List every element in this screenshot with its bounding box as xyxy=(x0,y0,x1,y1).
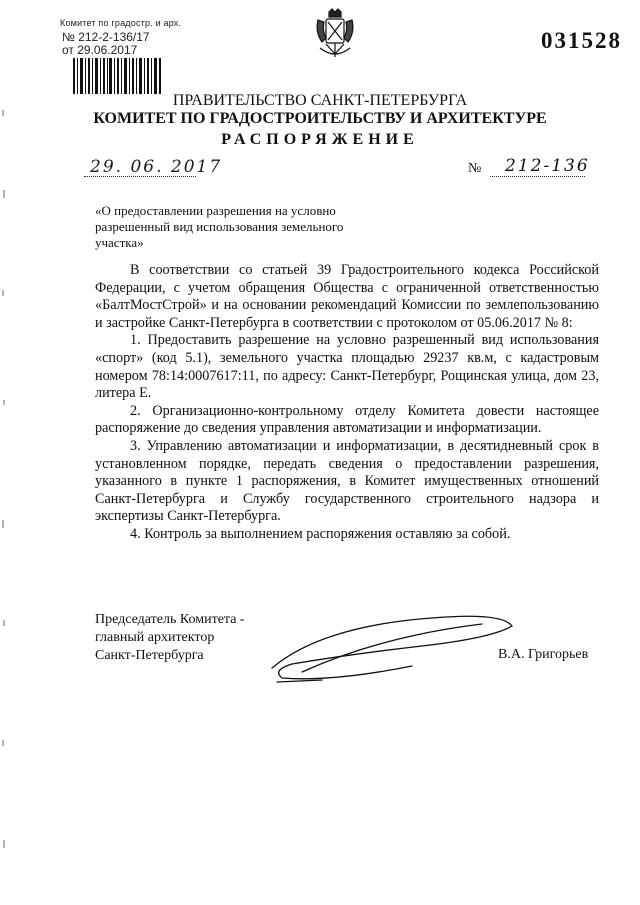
registration-stamp-header: Комитет по градостр. и арх. xyxy=(60,18,182,28)
barcode-icon xyxy=(73,58,163,94)
signatory-position-line: главный архитектор xyxy=(95,630,215,645)
st-petersburg-coat-of-arms-icon xyxy=(314,8,356,60)
handwritten-number: 212-136 xyxy=(505,156,590,176)
government-heading: ПРАВИТЕЛЬСТВО САНКТ-ПЕТЕРБУРГА xyxy=(172,92,468,109)
handwritten-signature xyxy=(262,606,527,686)
body-paragraph-item-4: 4. Контроль за выполнением распоряжения оставляю за собой. xyxy=(130,525,511,542)
scan-margin-marks xyxy=(0,100,12,880)
signatory-position xyxy=(95,611,245,665)
document-subject: «О предоставлении разрешения на условно разрешенный вид использования земельного участка» xyxy=(95,203,344,250)
number-label: № xyxy=(468,161,482,176)
document-title: РАСПОРЯЖЕНИЕ xyxy=(221,131,419,148)
signatory-position-line: Санкт-Петербурга xyxy=(95,648,204,663)
signatory-name: В.А. Григорьев xyxy=(498,647,589,662)
document-serial-number: 031528 xyxy=(541,28,622,53)
body-paragraph-item-1: 1. Предоставить разрешение на условно разрешенный вид использования «спорт» (код 5.1), земельного участка площадью 29237 кв.м, с кадастровым номером 78:14:0007617:11, по адресу: Санкт-Петербург, Рощинская улица, дом 23, литера Е. xyxy=(95,332,599,402)
body-paragraph-item-2: 2. Организационно-контрольному отделу Комитета довести настоящее распоряжение до сведения управления автоматизации и информатизации. xyxy=(95,402,599,437)
committee-heading: КОМИТЕТ ПО ГРАДОСТРОИТЕЛЬСТВУ И АРХИТЕКТУРЕ xyxy=(93,110,547,127)
number-underline xyxy=(490,176,585,177)
handwritten-date: 29. 06. 2017 xyxy=(90,157,223,177)
date-underline xyxy=(84,176,196,177)
signatory-position-line: Председатель Комитета - xyxy=(95,612,245,627)
registration-date: от 29.06.2017 xyxy=(62,43,138,57)
registration-number: № 212-2-136/17 xyxy=(62,30,150,44)
registration-stamp xyxy=(62,31,150,57)
document-body xyxy=(95,262,599,544)
body-paragraph-preamble: В соответствии со статьей 39 Градостроительного кодекса Российской Федерации, с учетом обращения Общества с ограниченной ответственностью «БалтМостСтрой» и на основании рекомендаций Комиссии по землепользованию и застройке Санкт-Петербурга в соответствии с протоколом от 05.06.2017 № 8: xyxy=(95,262,599,331)
body-paragraph-item-3: 3. Управлению автоматизации и информатизации, в десятидневный срок в установленном порядке, передать сведения о предоставлении разрешения, указанного в пункте 1 распоряжения, в Комитет имущественных отношений Санкт-Петербурга и Службу государственного строительного надзора и экспертизы Санкт-Петербурга. xyxy=(95,437,599,525)
